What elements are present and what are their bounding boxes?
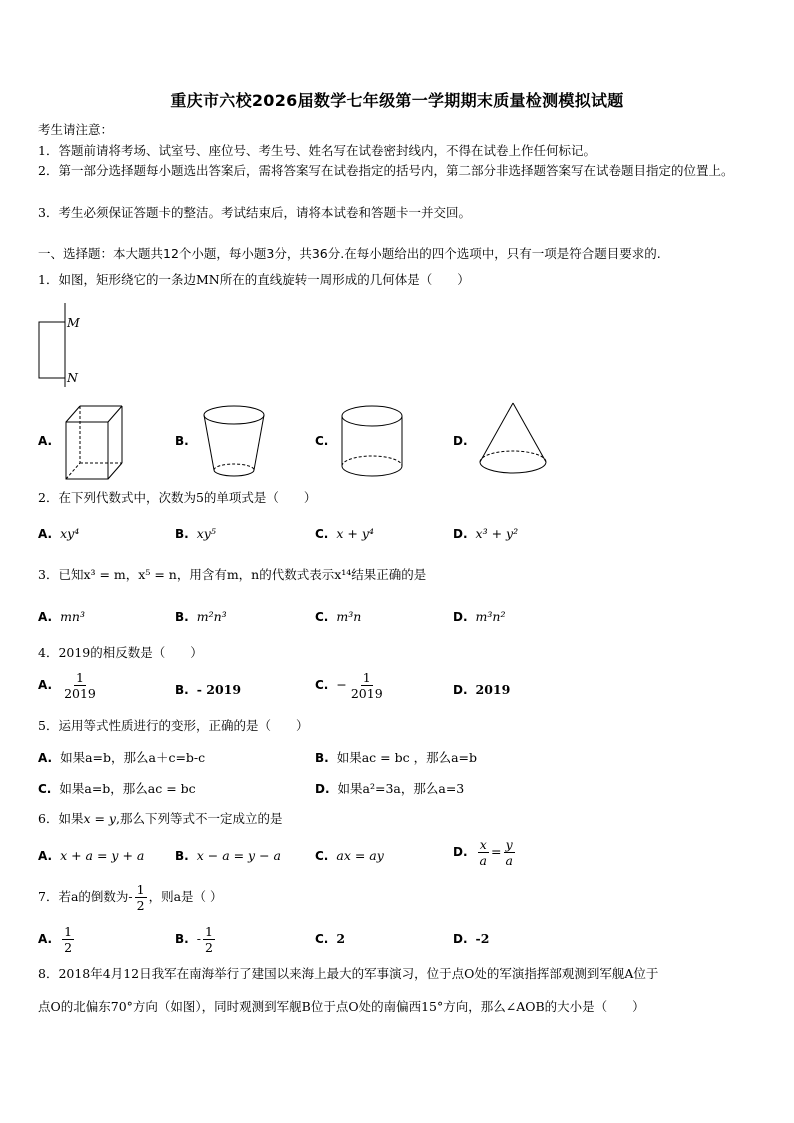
q4-option-b-text: - 2019 <box>196 682 242 697</box>
q6-stem <box>38 810 764 828</box>
q4-option-d-text: 2019 <box>475 682 511 697</box>
q4-option-c-sign: − <box>336 677 347 692</box>
q7-option-d-text: -2 <box>475 931 490 946</box>
q3-option-b-text: m²n³ <box>196 609 227 624</box>
q3-option-d-text: m³n² <box>475 609 506 624</box>
q7-option-a-label: A. <box>38 932 53 946</box>
q2-option-a-text: xy⁴ <box>60 526 80 541</box>
q5-option-d[interactable] <box>315 779 464 799</box>
q2-option-b-text: xy⁵ <box>196 526 216 541</box>
q6-option-d-fraction-left <box>478 837 489 868</box>
q7-option-c-label: C. <box>315 932 329 946</box>
q5-option-b-text: 如果ac = bc ，那么a=b <box>336 750 477 765</box>
notice-item-1: 1．答题前请将考场、试室号、座位号、考生号、姓名写在试卷密封线内，不得在试卷上作任何标记。 <box>38 143 596 158</box>
q2-option-b-label: B. <box>175 527 189 541</box>
q7-option-b-label: B. <box>175 932 189 946</box>
q2-option-d-text: x³ + y² <box>475 526 519 541</box>
q4-option-c-fraction <box>349 670 385 701</box>
q6-option-d-label: D. <box>453 845 468 859</box>
q7-stem-num: 1 <box>136 882 145 897</box>
q3-option-a[interactable] <box>38 607 85 627</box>
q4-stem: 4．2019的相反数是（ ） <box>38 645 203 660</box>
q7-stem <box>38 880 764 914</box>
q3-option-a-text: mn³ <box>60 609 85 624</box>
q1-option-a-label[interactable]: A. <box>38 434 53 448</box>
q2-option-c-label: C. <box>315 527 329 541</box>
q6-stem-post: ,那么下列等式不一定成立的是 <box>116 811 283 826</box>
q5-option-d-text: 如果a²=3a，那么a=3 <box>337 781 465 796</box>
q5-stem: 5．运用等式性质进行的变形，正确的是（ ） <box>38 718 309 733</box>
q6-option-d-num2: y <box>505 837 513 852</box>
q5-option-c-text: 如果a=b，那么ac = bc <box>59 781 196 796</box>
q6-stem-pre: 6．如果 <box>38 811 84 826</box>
q6-stem-math: x = y <box>83 811 116 826</box>
q5-option-c[interactable] <box>38 779 196 799</box>
q4-option-d[interactable] <box>453 680 510 700</box>
q7-option-a-num: 1 <box>64 924 73 939</box>
q4-option-a-num: 1 <box>76 670 84 685</box>
q7-stem-fraction <box>135 882 147 913</box>
q7-option-b-sign: - <box>196 931 201 946</box>
q7-stem-pre: 7．若a的倒数为- <box>38 889 133 904</box>
q4-option-a-fraction <box>62 670 98 701</box>
notice-heading: 考生请注意： <box>38 122 114 137</box>
q2-stem: 2．在下列代数式中，次数为5的单项式是（ ） <box>38 490 317 505</box>
q1-label-n: N <box>67 370 78 385</box>
q3-option-c-label: C. <box>315 610 329 624</box>
q6-option-c[interactable] <box>315 846 384 866</box>
q2-option-a-label: A. <box>38 527 53 541</box>
q8-line-1: 8．2018年4月12日我军在南海举行了建国以来海上最大的军事演习，位于点O处的军演指挥部观测到军舰A位于 <box>38 966 659 981</box>
q2-option-b[interactable] <box>175 524 216 544</box>
q4-option-c-num: 1 <box>362 670 371 685</box>
q1-label-m: M <box>67 315 80 330</box>
q1-option-b-label[interactable]: B. <box>175 434 189 448</box>
q4-option-c-label: C. <box>315 678 329 692</box>
q3-option-b[interactable] <box>175 607 227 627</box>
q2-option-a[interactable] <box>38 524 79 544</box>
q6-option-a[interactable] <box>38 846 144 866</box>
q7-option-a-fraction <box>62 924 74 955</box>
q5-option-a-text: 如果a=b，那么a＋c=b-c <box>60 750 206 765</box>
q6-option-d-eq: = <box>490 844 502 859</box>
q3-stem: 3．已知x³ = m，x⁵ = n，用含有m，n的代数式表示x¹⁴结果正确的是 <box>38 567 427 582</box>
q7-option-a-den: 2 <box>64 940 73 955</box>
q1-option-c-label[interactable]: C. <box>315 434 329 448</box>
q3-option-d-label: D. <box>453 610 468 624</box>
q7-option-b[interactable] <box>175 922 217 956</box>
notice-item-3: 3．考生必须保证答题卡的整洁。考试结束后，请将本试卷和答题卡一并交回。 <box>38 205 471 220</box>
q6-option-b-label: B. <box>175 849 189 863</box>
cuboid-figure <box>62 402 124 482</box>
q7-option-b-fraction <box>203 924 215 955</box>
q3-option-d[interactable] <box>453 607 505 627</box>
q3-option-a-label: A. <box>38 610 53 624</box>
q7-stem-den: 2 <box>136 898 145 913</box>
q7-option-d[interactable] <box>453 929 489 949</box>
section-heading: 一、选择题：本大题共12个小题，每小题3分，共36分.在每小题给出的四个选项中，只有一项是符合题目要求的. <box>38 246 661 261</box>
q5-option-b[interactable] <box>315 748 477 768</box>
q5-option-b-label: B. <box>315 751 329 765</box>
q8-line-2: 点O的北偏东70°方向（如图），同时观测到军舰B位于点O处的南偏西15°方向，那么∠AOB的大小是（ ） <box>38 999 645 1014</box>
q2-option-c-text: x + y⁴ <box>336 526 374 541</box>
q7-option-a[interactable] <box>38 922 76 956</box>
q6-option-a-text: x + a = y + a <box>60 848 145 863</box>
q4-option-d-label: D. <box>453 683 468 697</box>
q2-option-c[interactable] <box>315 524 374 544</box>
q3-option-b-label: B. <box>175 610 189 624</box>
rectangle-figure <box>30 300 90 390</box>
q4-option-c[interactable] <box>315 670 387 701</box>
q5-option-c-label: C. <box>38 782 52 796</box>
q7-option-b-num: 1 <box>204 924 213 939</box>
q6-option-d[interactable] <box>453 837 517 868</box>
q6-option-b[interactable] <box>175 846 281 866</box>
q3-option-c[interactable] <box>315 607 361 627</box>
notice-item-2: 2．第一部分选择题每小题选出答案后，需将答案写在试卷指定的括号内，第二部分非选择题答案写在试卷题目指定的位置上。 <box>38 163 734 178</box>
q4-option-a-den: 2019 <box>64 686 96 701</box>
q4-option-a-label: A. <box>38 678 53 692</box>
q6-option-c-text: ax = ay <box>336 848 384 863</box>
q1-stem: 1．如图，矩形绕它的一条边MN所在的直线旋转一周形成的几何体是（ ） <box>38 272 470 287</box>
q6-option-d-fraction-right <box>503 837 514 868</box>
frustum-figure <box>198 402 270 482</box>
q4-option-c-den: 2019 <box>350 686 383 701</box>
q6-option-b-text: x − a = y − a <box>196 848 281 863</box>
q6-option-a-label: A. <box>38 849 53 863</box>
q4-option-b[interactable] <box>175 680 241 700</box>
q6-option-d-num1: x <box>479 837 487 852</box>
q2-option-d[interactable] <box>453 524 518 544</box>
page-title: 重庆市六校2026届数学七年级第一学期期末质量检测模拟试题 <box>170 91 624 110</box>
q7-option-d-label: D. <box>453 932 468 946</box>
q3-option-c-text: m³n <box>336 609 362 624</box>
cone-figure <box>476 400 552 482</box>
q1-option-d-label[interactable]: D. <box>453 434 468 448</box>
q6-option-d-den1: a <box>479 853 487 868</box>
q7-option-c[interactable] <box>315 929 345 949</box>
q4-option-b-label: B. <box>175 683 189 697</box>
q7-stem-post: ，则a是（ ） <box>148 889 223 904</box>
q2-option-d-label: D. <box>453 527 468 541</box>
q7-option-b-den: 2 <box>204 940 213 955</box>
q4-option-a[interactable] <box>38 670 100 701</box>
q5-option-d-label: D. <box>315 782 330 796</box>
q5-option-a-label: A. <box>38 751 53 765</box>
cylinder-figure <box>338 402 408 482</box>
q7-option-c-text: 2 <box>336 931 346 946</box>
q6-option-d-den2: a <box>505 853 513 868</box>
q6-option-c-label: C. <box>315 849 329 863</box>
q5-option-a[interactable] <box>38 748 205 768</box>
